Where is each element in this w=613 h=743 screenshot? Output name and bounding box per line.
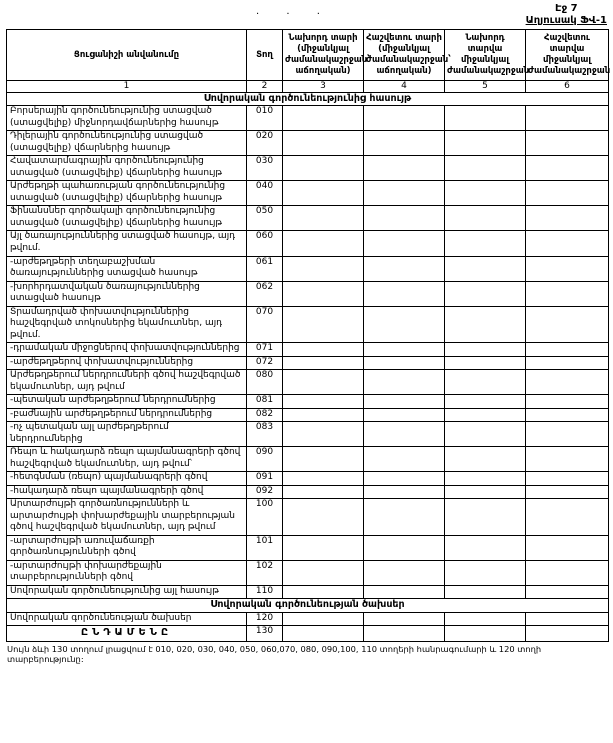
value-cell	[526, 535, 609, 560]
value-cell	[445, 356, 526, 370]
value-cell	[445, 485, 526, 499]
indicator-name-cell: Արժեթղթի պահառության գործունեությունից ստացված (ստացվելիք) վճարներից հասույթ	[7, 181, 247, 206]
value-cell	[283, 612, 364, 626]
indicator-name-cell: Տրամադրված փոխատվություններից հաշվեգրված տոկոսներից եկամուտներ, այդ թվում.	[7, 306, 247, 343]
table-row	[7, 181, 609, 206]
table-row	[7, 256, 609, 281]
value-cell	[283, 106, 364, 131]
indicator-name-cell: Սովորական գործունեությունից այլ հասույթ	[7, 585, 247, 599]
value-cell	[364, 472, 445, 486]
value-cell	[445, 370, 526, 395]
value-cell	[526, 472, 609, 486]
table-body	[7, 92, 609, 641]
section-title: Սովորական գործունեությունից հասույթ	[7, 92, 609, 105]
fv1-table	[6, 29, 609, 642]
col-header-reporting-year-cumulative: Հաշվետու տարի (միջանկյալ ժամանակաշրջան՝ աճողական)	[364, 30, 445, 81]
value-cell	[283, 356, 364, 370]
value-cell	[283, 206, 364, 231]
value-cell	[283, 306, 364, 343]
table-row	[7, 499, 609, 536]
row-code-cell: 082	[247, 408, 283, 422]
row-code-cell: 070	[247, 306, 283, 343]
value-cell	[526, 106, 609, 131]
col-header-previous-year-cumulative: Նախորդ տարի (միջանկյալ ժամանակաշրջան՝ աճողական)	[283, 30, 364, 81]
value-cell	[364, 612, 445, 626]
row-code-cell: 040	[247, 181, 283, 206]
value-cell	[364, 560, 445, 585]
indicator-name-cell: -հետգնման (ռեպո) պայմանագրերի գծով	[7, 472, 247, 486]
value-cell	[364, 281, 445, 306]
indicator-name-cell: -արժեթղթերի տեղաբաշխման ծառայություններից ստացված հասույթ	[7, 256, 247, 281]
table-row	[7, 356, 609, 370]
row-code-cell: 072	[247, 356, 283, 370]
column-number: 6	[526, 81, 609, 93]
value-cell	[526, 447, 609, 472]
indicator-name-cell: Արտարժույթի գործառնությունների և արտարժույթի փոխարժեքային տարբերության գծով հաշվեգրված եկամուտներ, այդ թվում	[7, 499, 247, 536]
row-code-cell: 101	[247, 535, 283, 560]
row-code-cell: 071	[247, 343, 283, 357]
value-cell	[445, 612, 526, 626]
table-row	[7, 472, 609, 486]
value-cell	[526, 626, 609, 642]
value-cell	[526, 370, 609, 395]
table-row	[7, 585, 609, 599]
value-cell	[364, 356, 445, 370]
indicator-name-cell: -ոչ պետական այլ արժեթղթերում ներդրումներից	[7, 422, 247, 447]
value-cell	[445, 231, 526, 256]
value-cell	[283, 131, 364, 156]
value-cell	[526, 408, 609, 422]
table-row	[7, 281, 609, 306]
value-cell	[526, 560, 609, 585]
section-title: Սովորական գործունեության ծախսեր	[7, 599, 609, 612]
value-cell	[364, 408, 445, 422]
indicator-name-cell: -պետական արժեթղթերում ներդրումներից	[7, 395, 247, 409]
value-cell	[283, 181, 364, 206]
value-cell	[283, 535, 364, 560]
indicator-name-cell: -հակադարձ ռեպո պայմանագրերի գծով	[7, 485, 247, 499]
row-code-cell: 060	[247, 231, 283, 256]
value-cell	[364, 156, 445, 181]
indicator-name-cell: Սովորական գործունեության ծախսեր	[7, 612, 247, 626]
column-number: 4	[364, 81, 445, 93]
row-code-cell: 030	[247, 156, 283, 181]
value-cell	[445, 447, 526, 472]
indicator-name-cell: -դրամական միջոցներով փոխատվություններից	[7, 343, 247, 357]
row-code-cell: 130	[247, 626, 283, 642]
value-cell	[526, 395, 609, 409]
row-code-cell: 100	[247, 499, 283, 536]
value-cell	[526, 485, 609, 499]
value-cell	[364, 131, 445, 156]
row-code-cell: 010	[247, 106, 283, 131]
value-cell	[445, 131, 526, 156]
indicator-name-cell: Դիլերային գործունեությունից ստացված (ստացվելիք) վճարներից հասույթ	[7, 131, 247, 156]
indicator-name-cell: -արժեթղթերով փոխատվություններից	[7, 356, 247, 370]
value-cell	[445, 472, 526, 486]
table-row	[7, 306, 609, 343]
indicator-name-cell: -արտարժույթի առուվաճառքի գործառնությունների գծով	[7, 535, 247, 560]
value-cell	[364, 535, 445, 560]
value-cell	[283, 281, 364, 306]
value-cell	[526, 585, 609, 599]
col-header-indicator-name: Ցուցանիշի անվանումը	[7, 30, 247, 81]
column-number: 1	[7, 81, 247, 93]
table-row	[7, 422, 609, 447]
value-cell	[364, 499, 445, 536]
table-row	[7, 408, 609, 422]
value-cell	[445, 343, 526, 357]
value-cell	[526, 131, 609, 156]
row-code-cell: 092	[247, 485, 283, 499]
value-cell	[526, 612, 609, 626]
page-number: Էջ 7	[554, 3, 578, 14]
col-header-row-code: Տող	[247, 30, 283, 81]
value-cell	[445, 422, 526, 447]
section-header-row	[7, 92, 609, 105]
column-number: 2	[247, 81, 283, 93]
value-cell	[283, 156, 364, 181]
value-cell	[445, 281, 526, 306]
value-cell	[283, 395, 364, 409]
table-label: Աղյուսակ ՖՎ-1	[525, 15, 607, 26]
row-code-cell: 110	[247, 585, 283, 599]
value-cell	[364, 395, 445, 409]
value-cell	[283, 256, 364, 281]
section-header-row	[7, 599, 609, 612]
indicator-name-cell: Հավատարմագրային գործունեությունից ստացված (ստացվելիք) վճարներից հասույթ	[7, 156, 247, 181]
row-code-cell: 061	[247, 256, 283, 281]
table-row	[7, 535, 609, 560]
row-code-cell: 080	[247, 370, 283, 395]
value-cell	[526, 206, 609, 231]
indicator-name-cell: Արժեթղթերում ներդրումների գծով հաշվեգրված եկամուտներ, այդ թվում	[7, 370, 247, 395]
col-header-reporting-year-interim: Հաշվետու տարվա միջանկյալ ժամանակաշրջան	[526, 30, 609, 81]
value-cell	[283, 560, 364, 585]
value-cell	[445, 256, 526, 281]
table-row	[7, 156, 609, 181]
value-cell	[526, 256, 609, 281]
page-top-bar	[6, 3, 608, 29]
value-cell	[283, 231, 364, 256]
value-cell	[526, 499, 609, 536]
row-code-cell: 102	[247, 560, 283, 585]
indicator-name-cell: -արտարժույթի փոխարժեքային տարբերությունների գծով	[7, 560, 247, 585]
footnote: Սույն ձևի 130 տողում լրացվում է 010, 020, 030, 040, 050, 060,070, 080, 090,100, 110 տողերի հանրագումարի և 120 տողի տարբերությունը:	[7, 644, 542, 665]
value-cell	[364, 370, 445, 395]
table-row	[7, 131, 609, 156]
value-cell	[364, 306, 445, 343]
table-row	[7, 626, 609, 642]
value-cell	[445, 626, 526, 642]
value-cell	[445, 156, 526, 181]
indicator-name-cell: -խորհրդատվական ծառայություններից ստացված հասույթ	[7, 281, 247, 306]
row-code-cell: 090	[247, 447, 283, 472]
value-cell	[364, 231, 445, 256]
value-cell	[364, 422, 445, 447]
value-cell	[445, 106, 526, 131]
value-cell	[283, 585, 364, 599]
value-cell	[364, 206, 445, 231]
value-cell	[445, 560, 526, 585]
value-cell	[283, 343, 364, 357]
value-cell	[526, 231, 609, 256]
table-row	[7, 485, 609, 499]
table-row	[7, 370, 609, 395]
value-cell	[283, 485, 364, 499]
table-row	[7, 206, 609, 231]
table-row	[7, 560, 609, 585]
indicator-name-cell: ԸՆԴԱՄԵՆԸ	[7, 626, 247, 642]
value-cell	[364, 585, 445, 599]
value-cell	[364, 343, 445, 357]
table-row	[7, 395, 609, 409]
column-number: 5	[445, 81, 526, 93]
col-header-previous-year-interim: Նախորդ տարվա միջանկյալ ժամանակաշրջան	[445, 30, 526, 81]
indicator-name-cell: Բորսերային գործունեությունից ստացված (ստացվելիք) միջնորդավճարներից հասույթ	[7, 106, 247, 131]
row-code-cell: 062	[247, 281, 283, 306]
row-code-cell: 020	[247, 131, 283, 156]
value-cell	[364, 106, 445, 131]
indicator-name-cell: Այլ ծառայություններից ստացված հասույթ, այդ թվում.	[7, 231, 247, 256]
row-code-cell: 091	[247, 472, 283, 486]
table-row	[7, 106, 609, 131]
value-cell	[445, 395, 526, 409]
table-header-row	[7, 30, 609, 81]
value-cell	[445, 206, 526, 231]
value-cell	[526, 343, 609, 357]
value-cell	[526, 306, 609, 343]
table-row	[7, 447, 609, 472]
value-cell	[364, 256, 445, 281]
table-row	[7, 231, 609, 256]
value-cell	[364, 181, 445, 206]
value-cell	[283, 370, 364, 395]
row-code-cell: 050	[247, 206, 283, 231]
table-row	[7, 612, 609, 626]
value-cell	[445, 306, 526, 343]
value-cell	[283, 447, 364, 472]
value-cell	[445, 408, 526, 422]
value-cell	[526, 422, 609, 447]
row-code-cell: 083	[247, 422, 283, 447]
value-cell	[283, 408, 364, 422]
column-number-row	[7, 81, 609, 93]
value-cell	[283, 499, 364, 536]
column-number: 3	[283, 81, 364, 93]
org-name-placeholder: · · ·	[256, 9, 332, 20]
value-cell	[526, 181, 609, 206]
value-cell	[526, 356, 609, 370]
table-row	[7, 343, 609, 357]
value-cell	[526, 281, 609, 306]
row-code-cell: 120	[247, 612, 283, 626]
value-cell	[445, 181, 526, 206]
value-cell	[364, 447, 445, 472]
value-cell	[526, 156, 609, 181]
row-code-cell: 081	[247, 395, 283, 409]
value-cell	[445, 535, 526, 560]
indicator-name-cell: Ֆինանսներ գործակալի գործունեությունից ստացված (ստացվելիք) վճարներից հասույթ	[7, 206, 247, 231]
value-cell	[445, 499, 526, 536]
value-cell	[283, 422, 364, 447]
value-cell	[283, 472, 364, 486]
value-cell	[364, 626, 445, 642]
value-cell	[283, 626, 364, 642]
indicator-name-cell: Ռեպո և հակադարձ ռեպո պայմանագրերի գծով հաշվեգրված եկամուտներ, այդ թվում՝	[7, 447, 247, 472]
value-cell	[445, 585, 526, 599]
page-meta	[526, 3, 607, 27]
value-cell	[364, 485, 445, 499]
indicator-name-cell: -բաժնային արժեթղթերում ներդրումներից	[7, 408, 247, 422]
